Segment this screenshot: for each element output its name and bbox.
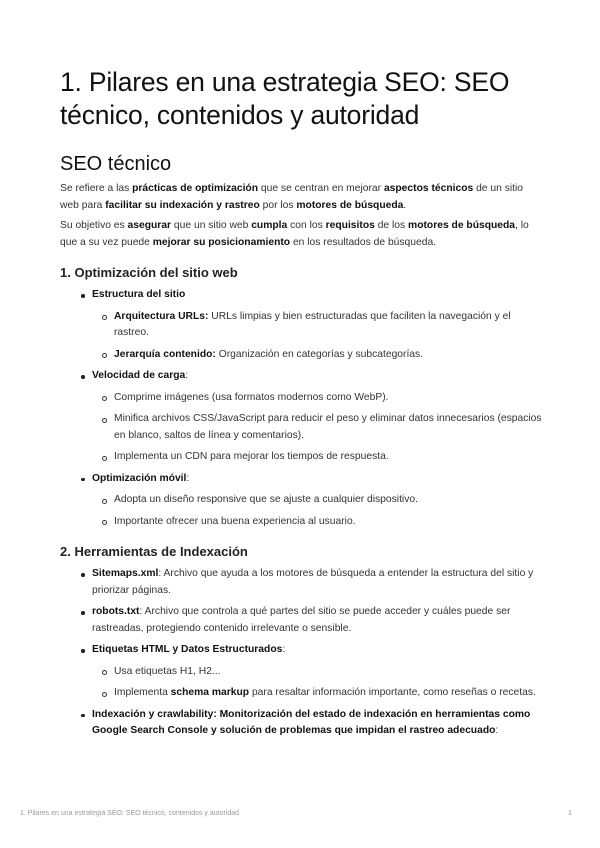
text-run: con los	[287, 220, 326, 231]
page-footer: 1. Pilares en una estrategia SEO: SEO técnico, contenidos y autoridad	[20, 810, 240, 817]
list-item	[60, 566, 542, 599]
text-run: .	[403, 199, 407, 211]
text-run: URLs limpias y bien estructuradas que faciliten la navegación y el rastreo.	[114, 310, 511, 338]
subsections	[60, 264, 542, 740]
sub-list-item	[87, 411, 542, 444]
bold-text: Indexación y crawlability: Monitorización del estado de indexación en herramientas como Google Search Console y solución de problemas que impidan el rastreo adecuado	[92, 708, 531, 736]
list-item	[60, 471, 542, 531]
list-item	[60, 368, 542, 466]
bold-text: schema markup	[170, 687, 250, 698]
text-run: en los resultados de búsqueda.	[290, 236, 437, 248]
text-run: para resaltar información importante, como reseñas o recetas.	[249, 687, 536, 698]
sub-bullet-list	[92, 390, 542, 466]
sub-list-item	[87, 449, 542, 466]
text-run: Minifica archivos CSS/JavaScript para reducir el peso y eliminar datos innecesarios (espacios en blanco, saltos de línea y comentarios).	[114, 413, 542, 441]
list-item	[60, 287, 542, 363]
intro-paragraphs	[60, 181, 542, 251]
sub-list-item	[87, 347, 542, 364]
page-number: 1	[568, 810, 572, 817]
text-run: Organización en categorías y subcategorías.	[215, 348, 424, 360]
bullet-list	[60, 566, 542, 740]
bold-text: Sitemaps.xml	[92, 568, 159, 579]
text-run: Implementa	[114, 687, 171, 698]
bold-text: Jerarquía contenido:	[114, 348, 216, 360]
subsection-heading: 1. Optimización del sitio web	[60, 265, 238, 280]
bold-text: aspectos técnicos	[383, 183, 474, 194]
text-run: : Archivo que controla a qué partes del sitio se puede acceder y cuáles puede ser rastreadas, protegiendo contenido irrelevante o sensible.	[92, 606, 511, 634]
text-run: Comprime imágenes (usa formatos modernos como WebP).	[114, 391, 389, 403]
bold-text: cumpla	[251, 220, 288, 231]
text-run: Adopta un diseño responsive que se ajuste a cualquier dispositivo.	[114, 494, 418, 505]
bold-text: asegurar	[127, 220, 172, 231]
bold-text: Velocidad de carga	[92, 370, 186, 381]
sub-list-item	[87, 492, 542, 509]
list-item	[60, 642, 542, 702]
sub-list-item	[87, 664, 542, 681]
sub-list-item	[87, 390, 542, 407]
paragraph	[60, 181, 542, 214]
bold-text: Etiquetas HTML y Datos Estructurados	[92, 644, 283, 655]
section-heading: SEO técnico	[60, 153, 172, 175]
bold-text: Optimización móvil	[92, 472, 187, 484]
text-run: :	[282, 644, 286, 655]
bold-text: motores de búsqueda	[408, 220, 516, 231]
text-run: : Archivo que ayuda a los motores de búsqueda a entender la estructura del sitio y priorizar páginas.	[92, 568, 534, 596]
sub-list-item	[87, 514, 542, 531]
bold-text: prácticas de optimización	[132, 183, 259, 194]
sub-list-item	[87, 309, 542, 342]
bold-text: Arquitectura URLs:	[114, 310, 209, 322]
text-run: de los	[374, 220, 409, 231]
subsection-heading: 2. Herramientas de Indexación	[60, 544, 248, 559]
sub-list-item	[87, 685, 542, 702]
sub-bullet-list	[92, 664, 542, 702]
sub-bullet-list	[92, 309, 542, 364]
text-run: Importante ofrecer una buena experiencia al usuario.	[114, 515, 356, 527]
text-run: , lo que a su vez puede	[60, 220, 529, 248]
text-run: Su objetivo es	[60, 220, 128, 231]
document-title: 1. Pilares en una estrategia SEO: SEO técnico, contenidos y autoridad	[60, 67, 510, 130]
bold-text: mejorar su posicionamiento	[152, 236, 291, 248]
bold-text: motores de búsqueda	[296, 199, 404, 211]
text-run: Usa etiquetas H1, H2...	[114, 665, 221, 677]
list-item	[60, 707, 542, 740]
sub-bullet-list	[92, 492, 542, 530]
text-run: de un sitio web para	[60, 183, 524, 211]
text-run: que se centran en mejorar	[258, 183, 384, 194]
text-run: Se refiere a las	[60, 183, 133, 194]
document-page	[60, 66, 542, 745]
text-run: :	[185, 370, 189, 381]
paragraph	[60, 218, 542, 251]
bold-text: requisitos	[325, 220, 375, 231]
text-run: por los	[259, 199, 297, 211]
bullet-list	[60, 287, 542, 530]
text-run: Implementa un CDN para mejorar los tiempos de respuesta.	[114, 451, 389, 462]
bold-text: robots.txt	[92, 606, 140, 617]
text-run: :	[495, 725, 499, 736]
list-item	[60, 604, 542, 637]
bold-text: Estructura del sitio	[92, 289, 186, 300]
bold-text: facilitar su indexación y rastreo	[105, 199, 260, 211]
text-run: :	[186, 472, 190, 484]
text-run: que un sitio web	[171, 220, 252, 231]
